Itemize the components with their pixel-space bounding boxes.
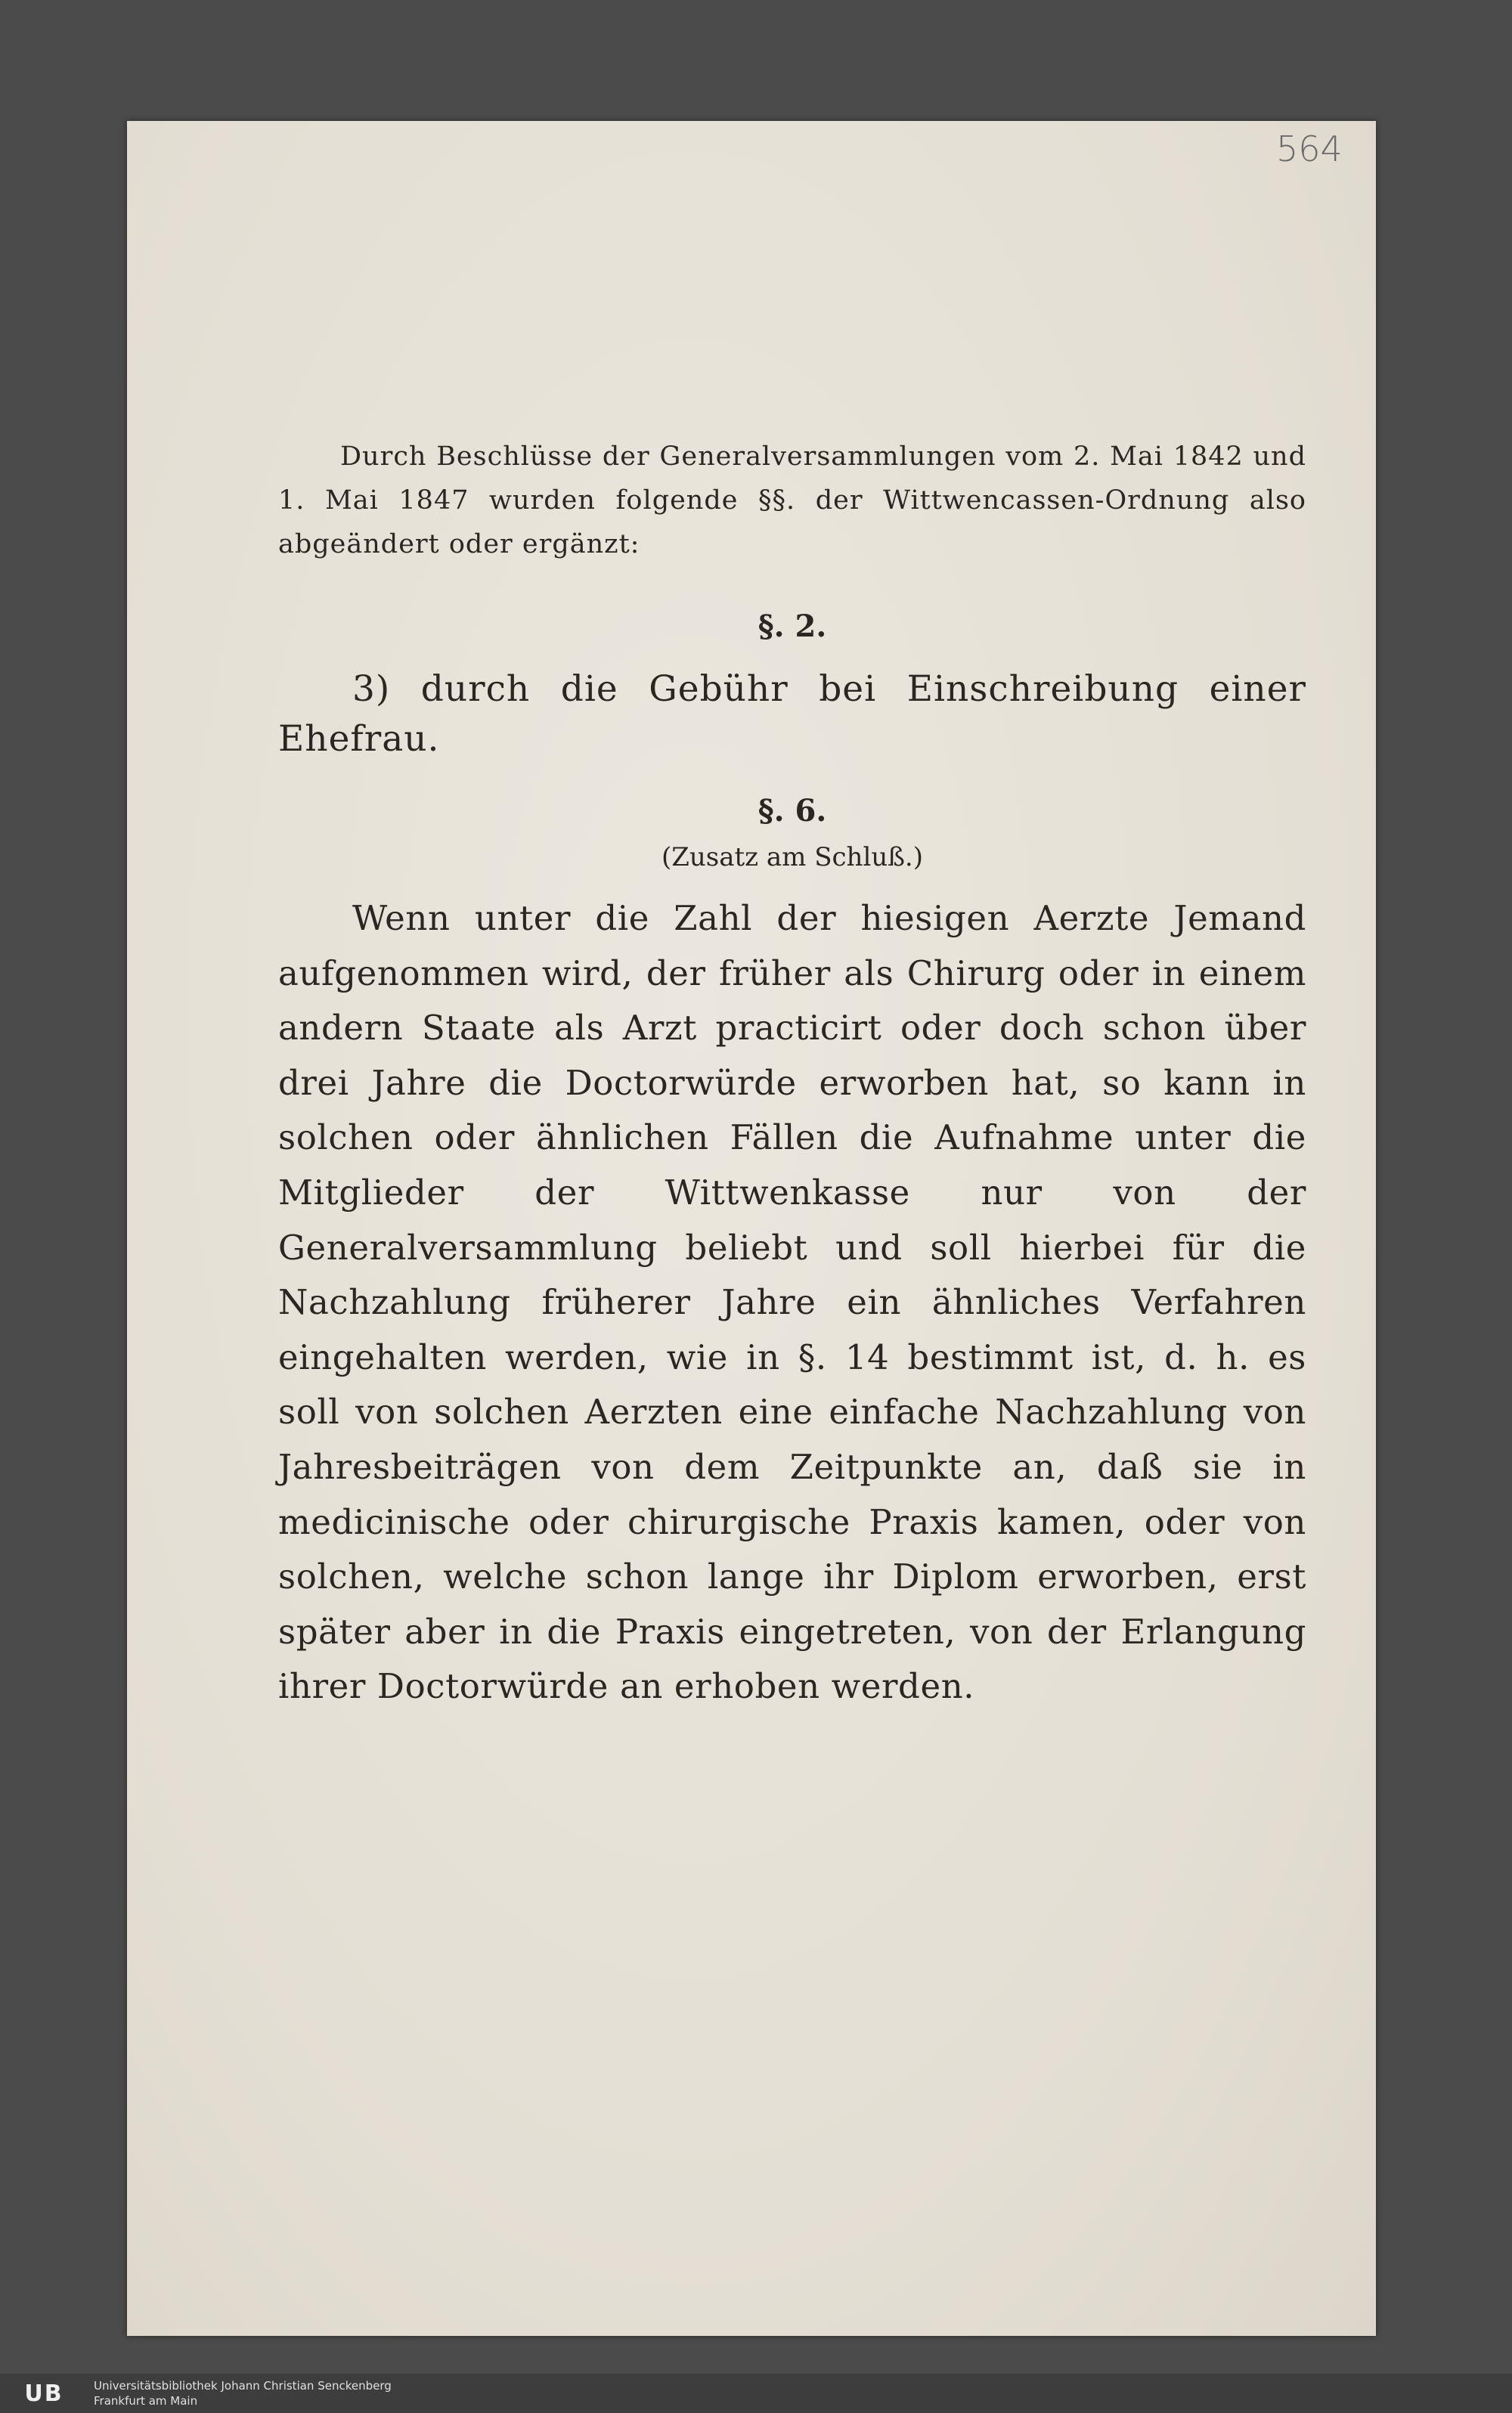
section-6-paragraph [278, 891, 1306, 1714]
intro-text: Durch Beschlüsse der Generalversammlungen vom 2. Mai 1842 und 1. Mai 1847 wurden folgende §§. der Wittwencassen-Ordnung also abgeändert oder ergänzt: [278, 441, 1306, 559]
intro-paragraph [278, 435, 1306, 566]
section-6-text: Wenn unter die Zahl der hiesigen Aerzte Jemand aufgenommen wird, der früher als Chirurg oder in einem andern Staate als Arzt practicirt oder doch schon über drei Jahre die Doctorwürde erworben hat, so kann in solchen oder ähnlichen Fällen die Aufnahme unter die Mitglieder der Wittwenkasse nur von der Generalversammlung beliebt und soll hierbei für die Nachzahlung früherer Jahre ein ähnliches Verfahren eingehalten werden, wie in §. 14 bestimmt ist, d. h. es soll von solchen Aerzten eine einfache Nachzahlung von Jahresbeiträgen von dem Zeitpunkte an, daß sie in medicinische oder chirurgische Praxis kamen, oder von solchen, welche schon lange ihr Diplom erworben, erst später aber in die Praxis eingetreten, von der Erlangung ihrer Doctorwürde an erhoben werden. [278, 898, 1306, 1707]
library-credit [94, 2378, 392, 2408]
section-2-heading: §. 2. [758, 609, 827, 644]
archive-number: 564 [1276, 129, 1343, 169]
section-6-subheading: (Zusatz am Schluß.) [662, 842, 923, 872]
document-content [278, 435, 1306, 1714]
section-2-text: 3) durch die Gebühr bei Einschreibung einer Ehefrau. [278, 668, 1306, 760]
library-footer [0, 2374, 1512, 2413]
section-6-heading: §. 6. [758, 793, 827, 829]
document-page [127, 121, 1376, 2336]
ub-logo-icon [3, 2378, 85, 2408]
library-city: Frankfurt am Main [94, 2394, 198, 2408]
library-name: Universitätsbibliothek Johann Christian Senckenberg [94, 2379, 392, 2393]
ub-logo-text: UB [24, 2380, 64, 2407]
section-2-paragraph [278, 664, 1306, 764]
